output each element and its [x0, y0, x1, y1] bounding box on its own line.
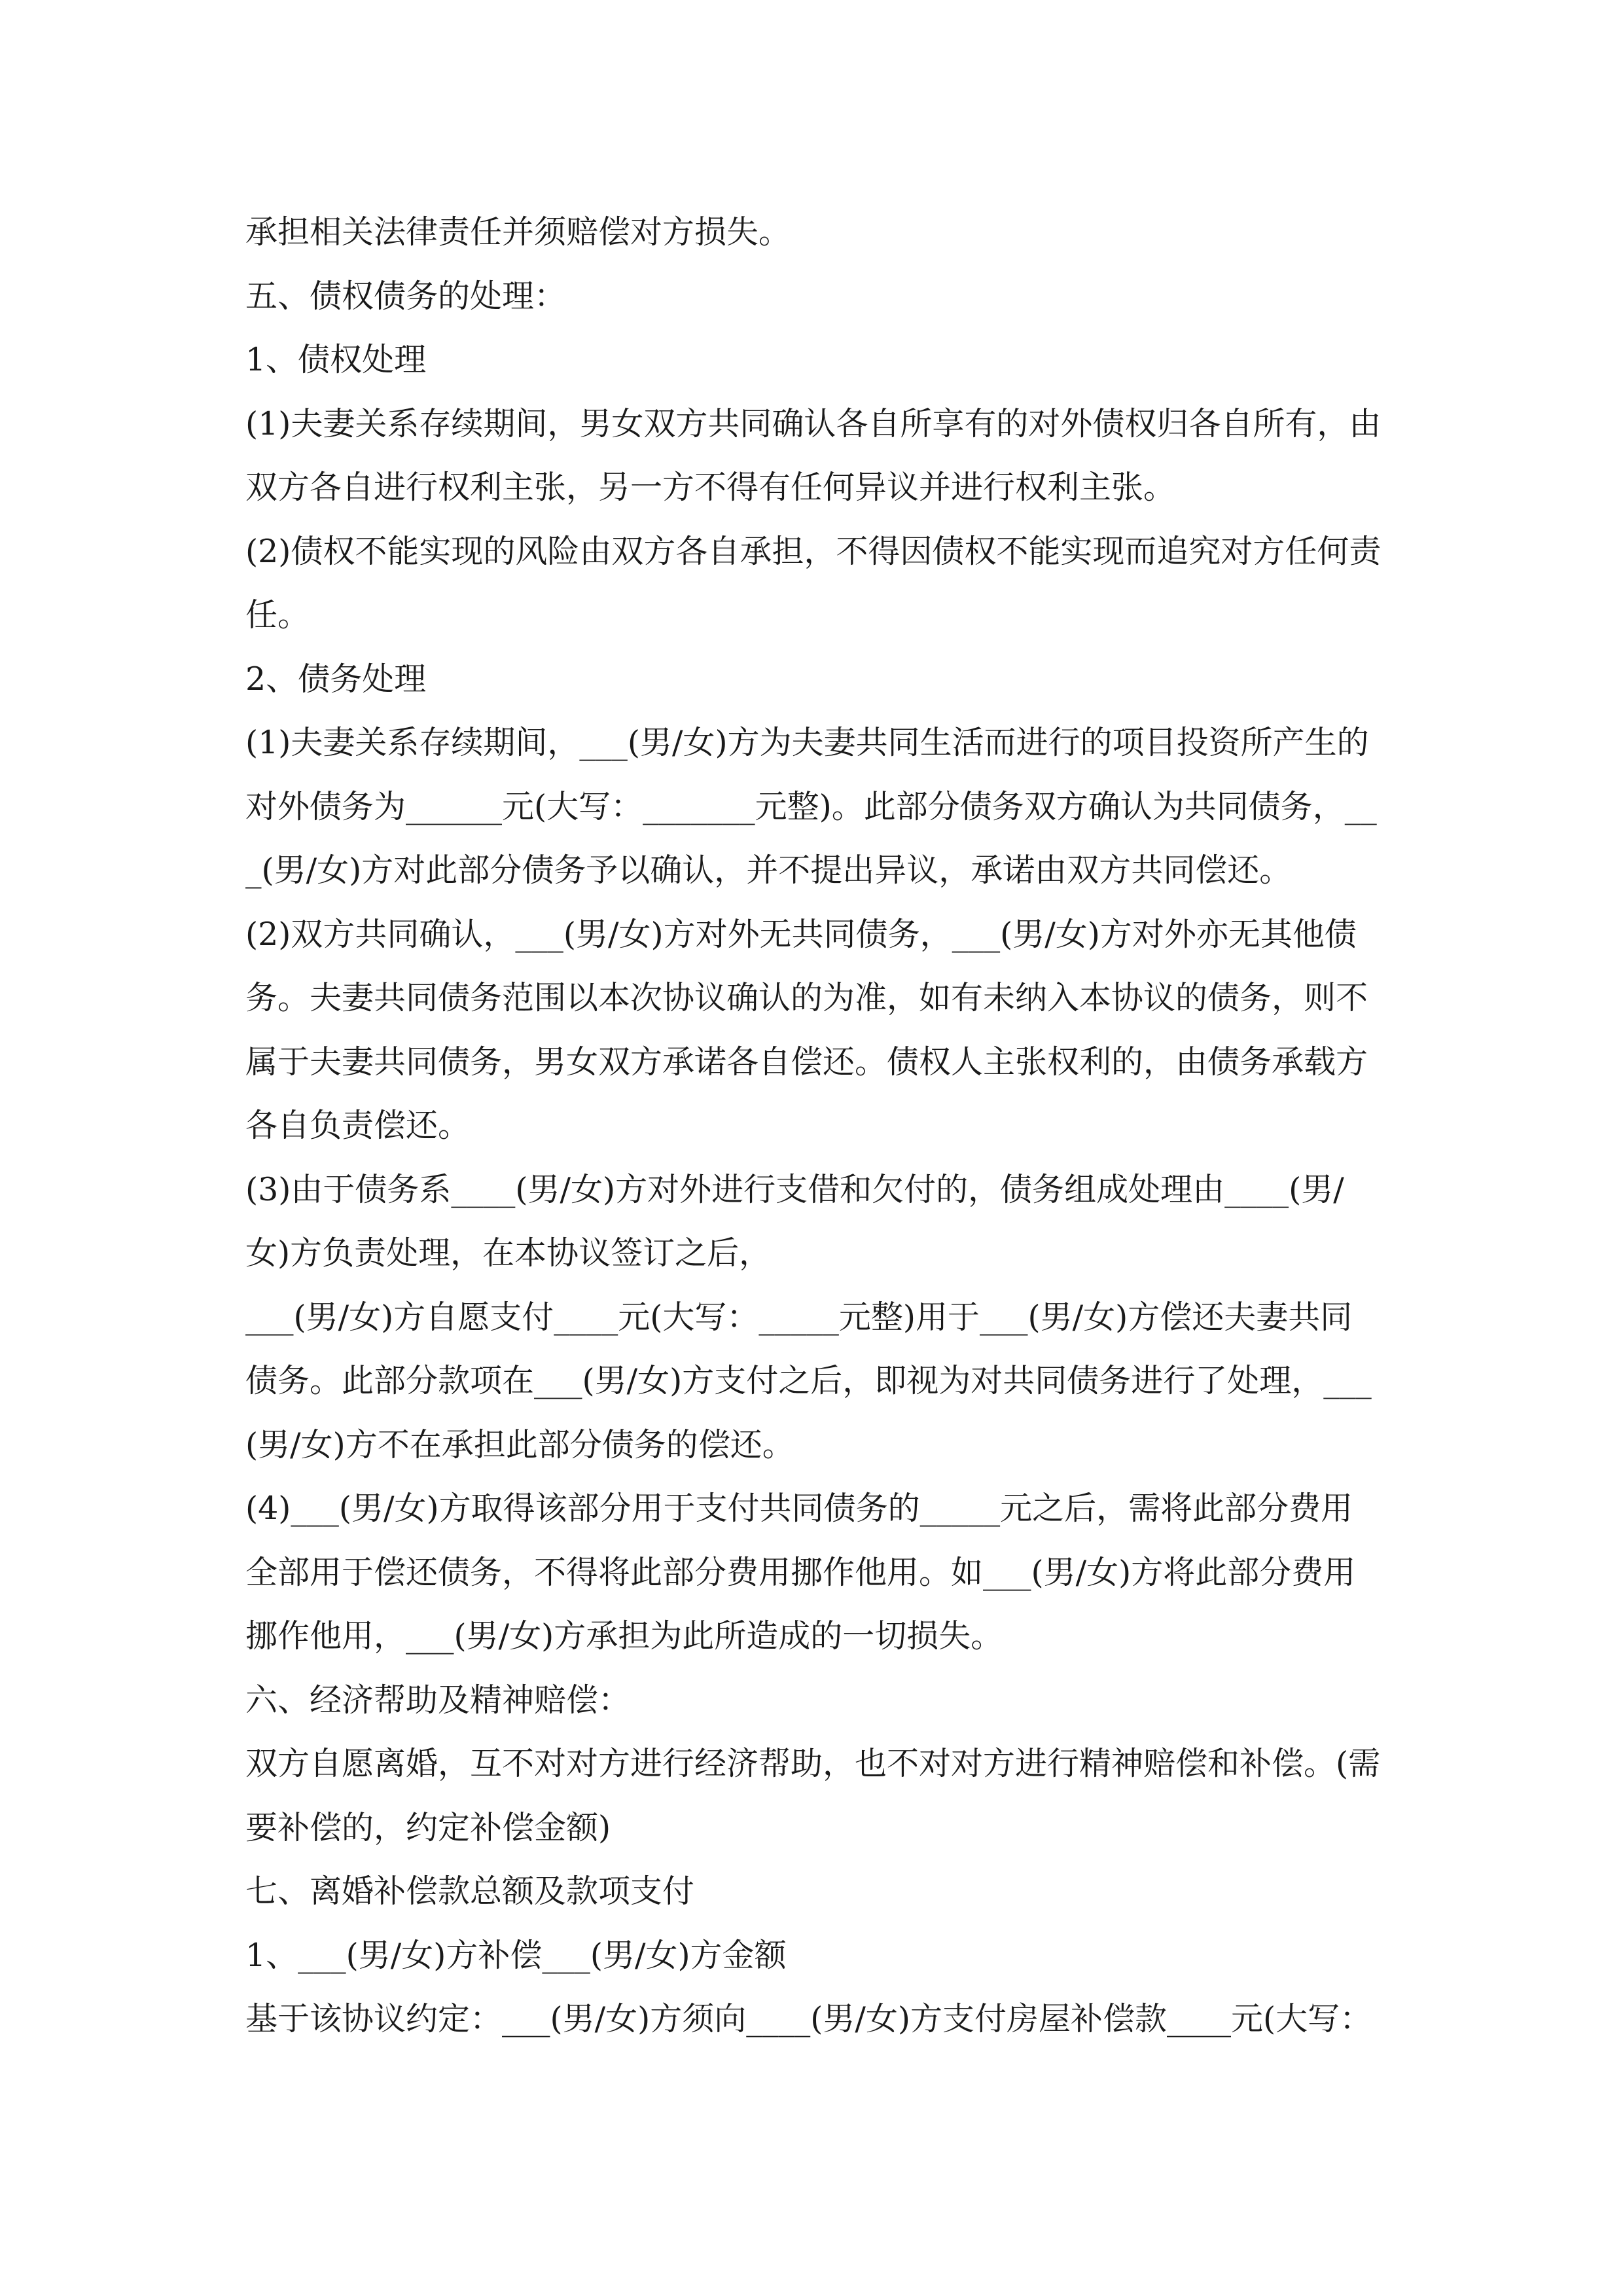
paragraph-compensation: 双方自愿离婚，互不对对方进行经济帮助，也不对对方进行精神赔偿和补偿。(需要补偿的，约定补偿金额) [245, 1745, 1381, 1846]
paragraph-claims-2: (2)债权不能实现的风险由双方各自承担，不得因债权不能实现而追究对方任何责任。 [245, 532, 1382, 634]
section-heading-debts: 五、债权债务的处理： [245, 277, 567, 315]
paragraph-debts-2: (2)双方共同确认，___(男/女)方对外无共同债务，___(男/女)方对外亦无其他债务。夫妻共同债务范围以本次协议确认的为准，如有未纳入本协议的债务，则不属于夫妻共同债务，男女双方承诺各自偿还。债权人主张权利的，由债务承载方各自负责偿还。 [245, 915, 1368, 1144]
paragraph-debts-3-continued: ___(男/女)方自愿支付____元(大写：_____元整)用于___(男/女)方偿还夫妻共同债务。此部分款项在___(男/女)方支付之后，即视为对共同债务进行了处理，___(男/女)方不在承担此部分债务的偿还。 [245, 1298, 1372, 1463]
document-body [245, 200, 1384, 2051]
section-heading-compensation: 六、经济帮助及精神赔偿： [245, 1681, 631, 1719]
paragraph-debts-3: (3)由于债务系____(男/女)方对外进行支借和欠付的，债务组成处理由____(男/女)方负责处理，在本协议签订之后， [245, 1170, 1344, 1272]
subheading-debts: 2、债务处理 [245, 660, 427, 698]
subheading-claims: 1、债权处理 [245, 341, 427, 378]
paragraph-liability-tail: 承担相关法律责任并须赔偿对方损失。 [245, 213, 791, 251]
paragraph-payment-terms: 基于该协议约定：___(男/女)方须向____(男/女)方支付房屋补偿款____元(大写： [245, 2000, 1372, 2037]
paragraph-debts-4: (4)___(男/女)方取得该部分用于支付共同债务的_____元之后，需将此部分费用全部用于偿还债务，不得将此部分费用挪作他用。如___(男/女)方将此部分费用挪作他用，___(男/女)方承担为此所造成的一切损失。 [245, 1490, 1356, 1655]
paragraph-debts-1: (1)夫妻关系存续期间，___(男/女)方为夫妻共同生活而进行的项目投资所产生的对外债务为______元(大写：_______元整)。此部分债务双方确认为共同债务，___(男/女)方对此部分债务予以确认，并不提出异议，承诺由双方共同偿还。 [245, 724, 1377, 889]
subheading-payment-amount: 1、___(男/女)方补偿___(男/女)方金额 [245, 1936, 787, 1974]
section-heading-payment: 七、离婚补偿款总额及款项支付 [245, 1873, 695, 1910]
paragraph-claims-1: (1)夫妻关系存续期间，男女双方共同确认各自所享有的对外债权归各自所有，由双方各自进行权利主张，另一方不得有任何异议并进行权利主张。 [245, 404, 1382, 506]
